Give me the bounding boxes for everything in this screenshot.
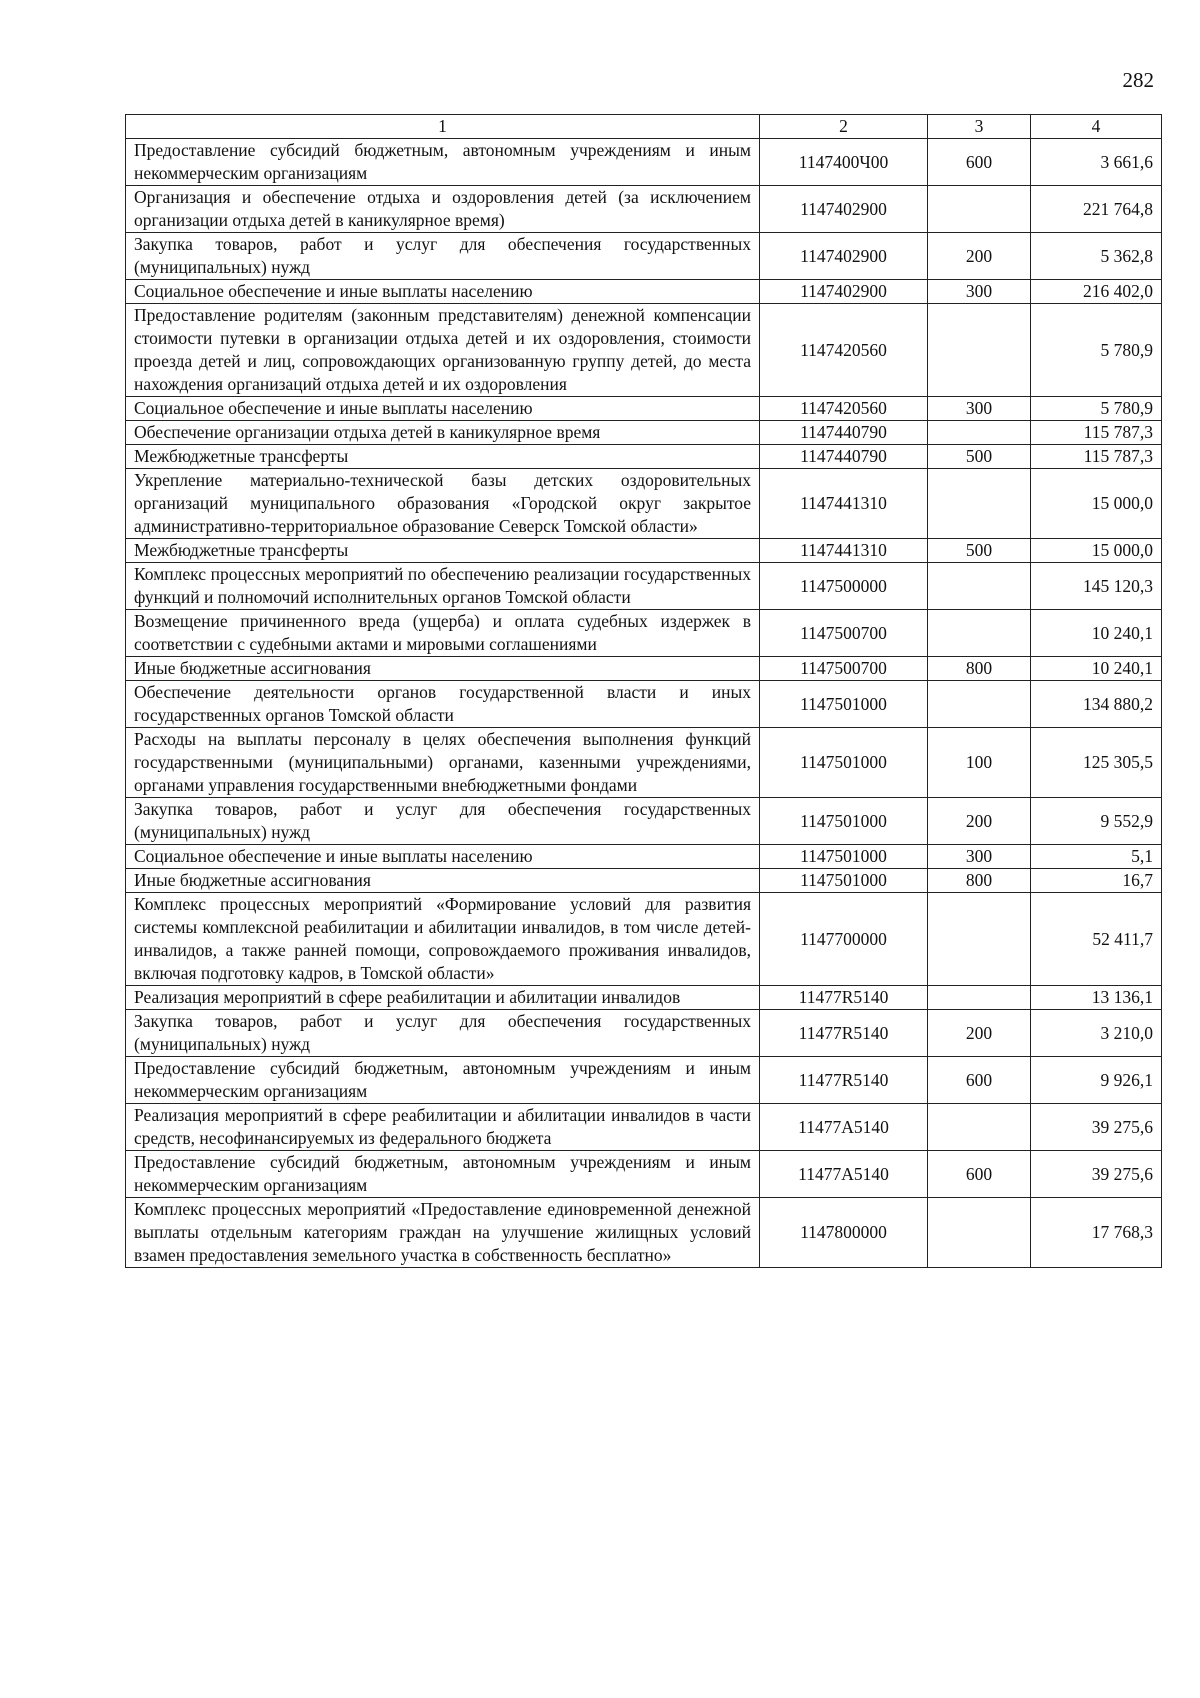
row-amount-cell: 216 402,0 <box>1031 280 1162 304</box>
row-type-cell <box>928 1104 1031 1151</box>
table-row <box>126 1010 1162 1057</box>
header-col-1: 1 <box>126 115 760 139</box>
row-amount-cell: 17 768,3 <box>1031 1198 1162 1268</box>
table-row <box>126 304 1162 397</box>
table-row <box>126 421 1162 445</box>
table-row <box>126 233 1162 280</box>
table-row <box>126 1104 1162 1151</box>
row-amount-cell: 3 661,6 <box>1031 139 1162 186</box>
row-type-cell: 500 <box>928 539 1031 563</box>
table-row <box>126 186 1162 233</box>
row-code-cell: 11477R5140 <box>760 1057 928 1104</box>
row-amount-cell: 16,7 <box>1031 869 1162 893</box>
row-name-cell: Межбюджетные трансферты <box>126 445 760 469</box>
row-type-cell: 200 <box>928 233 1031 280</box>
table-row <box>126 397 1162 421</box>
table-row <box>126 728 1162 798</box>
row-code-cell: 11477A5140 <box>760 1151 928 1198</box>
table-row <box>126 469 1162 539</box>
row-name-cell: Иные бюджетные ассигнования <box>126 869 760 893</box>
row-code-cell: 1147501000 <box>760 798 928 845</box>
row-type-cell: 100 <box>928 728 1031 798</box>
row-amount-cell: 5 780,9 <box>1031 397 1162 421</box>
row-code-cell: 1147402900 <box>760 280 928 304</box>
row-name-cell: Обеспечение организации отдыха детей в каникулярное время <box>126 421 760 445</box>
row-name-cell: Социальное обеспечение и иные выплаты населению <box>126 845 760 869</box>
row-name-cell: Закупка товаров, работ и услуг для обеспечения государственных (муниципальных) нужд <box>126 798 760 845</box>
table-row <box>126 869 1162 893</box>
row-name-cell: Закупка товаров, работ и услуг для обеспечения государственных (муниципальных) нужд <box>126 1010 760 1057</box>
row-name-cell: Закупка товаров, работ и услуг для обеспечения государственных (муниципальных) нужд <box>126 233 760 280</box>
row-type-cell: 800 <box>928 869 1031 893</box>
row-amount-cell: 125 305,5 <box>1031 728 1162 798</box>
row-name-cell: Расходы на выплаты персоналу в целях обеспечения выполнения функций государственными (муниципальными) органами, казенными учреждениями, органами управления государственными внебюджетными фондами <box>126 728 760 798</box>
row-name-cell: Межбюджетные трансферты <box>126 539 760 563</box>
row-amount-cell: 9 926,1 <box>1031 1057 1162 1104</box>
row-type-cell <box>928 186 1031 233</box>
row-code-cell: 1147501000 <box>760 869 928 893</box>
table-row <box>126 445 1162 469</box>
row-name-cell: Предоставление субсидий бюджетным, автономным учреждениям и иным некоммерческим организациям <box>126 139 760 186</box>
row-code-cell: 1147501000 <box>760 728 928 798</box>
row-amount-cell: 115 787,3 <box>1031 445 1162 469</box>
row-code-cell: 1147400Ч00 <box>760 139 928 186</box>
row-name-cell: Предоставление субсидий бюджетным, автономным учреждениям и иным некоммерческим организациям <box>126 1057 760 1104</box>
row-amount-cell: 221 764,8 <box>1031 186 1162 233</box>
row-name-cell: Обеспечение деятельности органов государственной власти и иных государственных органов Томской области <box>126 681 760 728</box>
row-type-cell <box>928 986 1031 1010</box>
row-name-cell: Реализация мероприятий в сфере реабилитации и абилитации инвалидов в части средств, несофинансируемых из федерального бюджета <box>126 1104 760 1151</box>
row-amount-cell: 39 275,6 <box>1031 1151 1162 1198</box>
row-amount-cell: 145 120,3 <box>1031 563 1162 610</box>
row-type-cell: 300 <box>928 845 1031 869</box>
row-name-cell: Иные бюджетные ассигнования <box>126 657 760 681</box>
row-code-cell: 1147441310 <box>760 469 928 539</box>
row-amount-cell: 15 000,0 <box>1031 539 1162 563</box>
table-row <box>126 539 1162 563</box>
table-row <box>126 139 1162 186</box>
row-type-cell: 800 <box>928 657 1031 681</box>
row-name-cell: Социальное обеспечение и иные выплаты населению <box>126 397 760 421</box>
row-amount-cell: 3 210,0 <box>1031 1010 1162 1057</box>
row-code-cell: 1147440790 <box>760 445 928 469</box>
row-amount-cell: 5,1 <box>1031 845 1162 869</box>
table-row <box>126 563 1162 610</box>
header-col-2: 2 <box>760 115 928 139</box>
row-type-cell <box>928 893 1031 986</box>
row-amount-cell: 5 780,9 <box>1031 304 1162 397</box>
row-code-cell: 1147420560 <box>760 397 928 421</box>
table-row <box>126 280 1162 304</box>
row-type-cell: 600 <box>928 1151 1031 1198</box>
row-amount-cell: 10 240,1 <box>1031 610 1162 657</box>
table-row <box>126 681 1162 728</box>
table-row <box>126 657 1162 681</box>
row-type-cell: 600 <box>928 139 1031 186</box>
row-amount-cell: 15 000,0 <box>1031 469 1162 539</box>
row-code-cell: 11477R5140 <box>760 986 928 1010</box>
row-code-cell: 1147402900 <box>760 186 928 233</box>
row-name-cell: Комплекс процессных мероприятий «Формирование условий для развития системы комплексной реабилитации и абилитации инвалидов, в том числе детей-инвалидов, а также ранней помощи, сопровождаемого проживания инвалидов, включая подготовку кадров, в Томской области» <box>126 893 760 986</box>
row-name-cell: Организация и обеспечение отдыха и оздоровления детей (за исключением организации отдыха детей в каникулярное время) <box>126 186 760 233</box>
table-row <box>126 845 1162 869</box>
row-code-cell: 1147420560 <box>760 304 928 397</box>
table-row <box>126 1198 1162 1268</box>
row-code-cell: 1147402900 <box>760 233 928 280</box>
row-type-cell <box>928 563 1031 610</box>
row-name-cell: Реализация мероприятий в сфере реабилитации и абилитации инвалидов <box>126 986 760 1010</box>
row-code-cell: 1147500000 <box>760 563 928 610</box>
row-type-cell <box>928 610 1031 657</box>
row-amount-cell: 9 552,9 <box>1031 798 1162 845</box>
row-code-cell: 1147500700 <box>760 610 928 657</box>
row-amount-cell: 39 275,6 <box>1031 1104 1162 1151</box>
row-type-cell <box>928 421 1031 445</box>
row-code-cell: 1147501000 <box>760 845 928 869</box>
row-type-cell <box>928 469 1031 539</box>
row-type-cell: 500 <box>928 445 1031 469</box>
row-amount-cell: 5 362,8 <box>1031 233 1162 280</box>
row-amount-cell: 13 136,1 <box>1031 986 1162 1010</box>
table-row <box>126 1057 1162 1104</box>
table-row <box>126 893 1162 986</box>
row-type-cell <box>928 1198 1031 1268</box>
header-col-3: 3 <box>928 115 1031 139</box>
header-row <box>126 115 1162 139</box>
header-col-4: 4 <box>1031 115 1162 139</box>
row-name-cell: Предоставление родителям (законным представителям) денежной компенсации стоимости путевки в организации отдыха детей и их оздоровления, стоимости проезда детей и лиц, сопровождающих организованную группу детей, до места нахождения организаций отдыха детей и их оздоровления <box>126 304 760 397</box>
page-number: 282 <box>1122 68 1154 92</box>
row-type-cell <box>928 304 1031 397</box>
table-row <box>126 1151 1162 1198</box>
row-type-cell: 200 <box>928 1010 1031 1057</box>
row-code-cell: 1147800000 <box>760 1198 928 1268</box>
row-code-cell: 11477R5140 <box>760 1010 928 1057</box>
row-amount-cell: 115 787,3 <box>1031 421 1162 445</box>
row-type-cell: 200 <box>928 798 1031 845</box>
row-name-cell: Социальное обеспечение и иные выплаты населению <box>126 280 760 304</box>
budget-table <box>125 114 1162 1268</box>
row-type-cell: 600 <box>928 1057 1031 1104</box>
row-code-cell: 1147700000 <box>760 893 928 986</box>
row-code-cell: 1147440790 <box>760 421 928 445</box>
table-row <box>126 798 1162 845</box>
row-name-cell: Комплекс процессных мероприятий по обеспечению реализации государственных функций и полномочий исполнительных органов Томской области <box>126 563 760 610</box>
row-name-cell: Комплекс процессных мероприятий «Предоставление единовременной денежной выплаты отдельным категориям граждан на улучшение жилищных условий взамен предоставления земельного участка в собственность бесплатно» <box>126 1198 760 1268</box>
row-type-cell <box>928 681 1031 728</box>
table-row <box>126 986 1162 1010</box>
row-amount-cell: 134 880,2 <box>1031 681 1162 728</box>
row-name-cell: Укрепление материально-технической базы детских оздоровительных организаций муниципального образования «Городской округ закрытое административно-территориальное образование Северск Томской области» <box>126 469 760 539</box>
row-code-cell: 1147501000 <box>760 681 928 728</box>
row-type-cell: 300 <box>928 397 1031 421</box>
table-row <box>126 610 1162 657</box>
row-name-cell: Возмещение причиненного вреда (ущерба) и оплата судебных издержек в соответствии с судебными актами и мировыми соглашениями <box>126 610 760 657</box>
row-amount-cell: 52 411,7 <box>1031 893 1162 986</box>
row-code-cell: 11477A5140 <box>760 1104 928 1151</box>
row-code-cell: 1147441310 <box>760 539 928 563</box>
row-amount-cell: 10 240,1 <box>1031 657 1162 681</box>
row-type-cell: 300 <box>928 280 1031 304</box>
row-code-cell: 1147500700 <box>760 657 928 681</box>
row-name-cell: Предоставление субсидий бюджетным, автономным учреждениям и иным некоммерческим организациям <box>126 1151 760 1198</box>
